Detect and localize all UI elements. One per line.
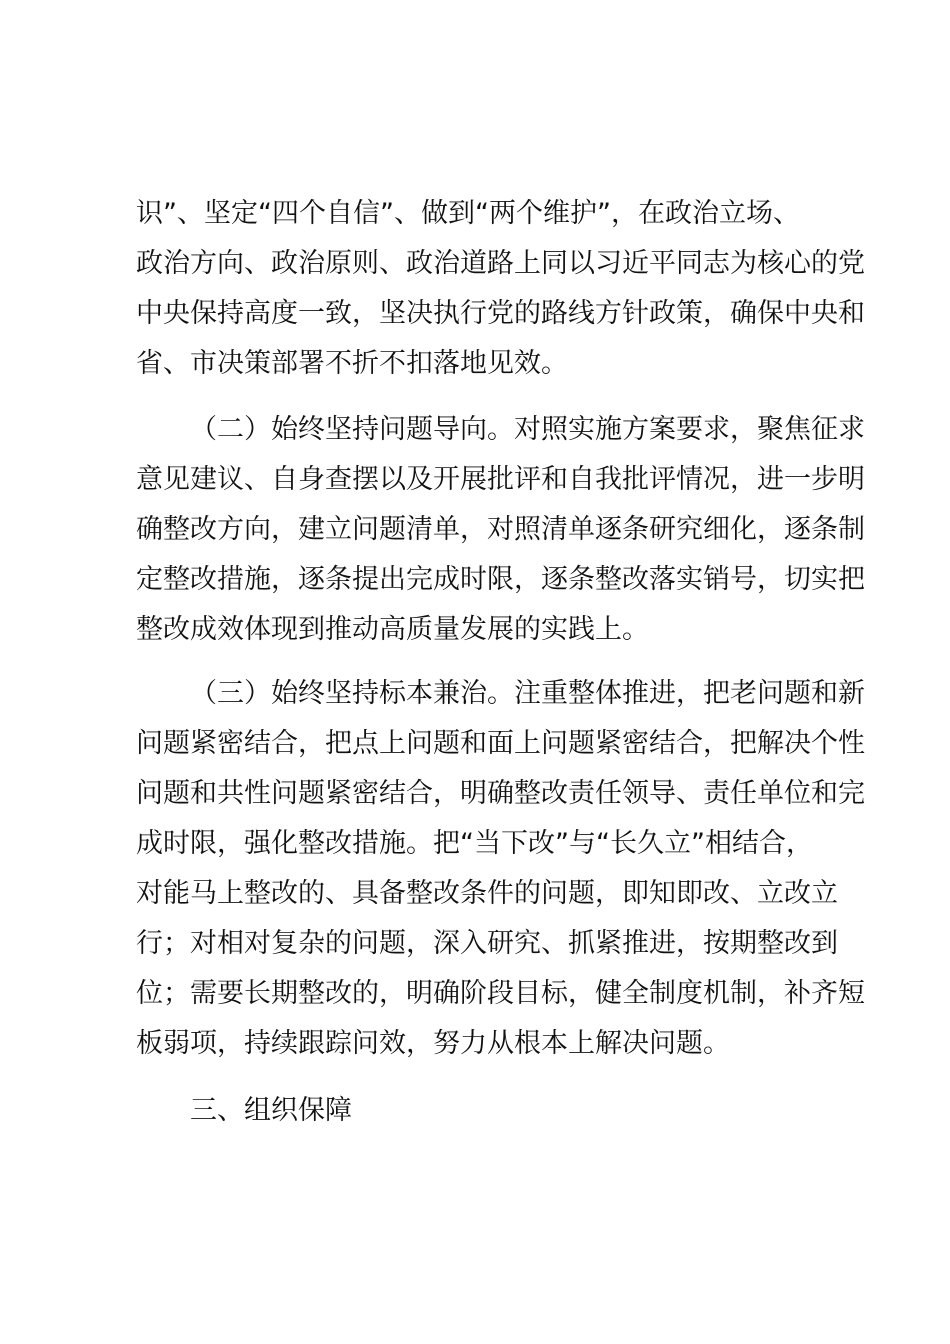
text-line: （二）始终坚持问题导向。对照实施方案要求，聚焦征求 [190, 414, 865, 445]
text-line: 对能马上整改的、具备整改条件的问题，即知即改、立改立 [136, 878, 838, 909]
text-line: 意见建议、自身查摆以及开展批评和自我批评情况，进一步明 [136, 464, 865, 495]
text-line: 省、市决策部署不折不扣落地见效。 [136, 348, 568, 379]
text-line: 问题紧密结合，把点上问题和面上问题紧密结合，把解决个性 [136, 728, 865, 759]
text-line: 中央保持高度一致，坚决执行党的路线方针政策，确保中央和 [136, 298, 865, 329]
text-line: 政治方向、政治原则、政治道路上同以习近平同志为核心的党 [136, 248, 865, 279]
section-heading: 三、组织保障 [190, 1095, 352, 1126]
text-line: 识”、坚定“四个自信”、做到“两个维护”，在政治立场、 [136, 198, 800, 229]
text-line: （三）始终坚持标本兼治。注重整体推进，把老问题和新 [190, 678, 865, 709]
text-line: 定整改措施，逐条提出完成时限，逐条整改落实销号，切实把 [136, 564, 865, 595]
text-line: 位；需要长期整改的，明确阶段目标，健全制度机制，补齐短 [136, 978, 865, 1009]
text-line: 整改成效体现到推动高质量发展的实践上。 [136, 614, 649, 645]
text-line: 板弱项，持续跟踪问效，努力从根本上解决问题。 [136, 1028, 730, 1059]
text-line: 成时限，强化整改措施。把“当下改”与“长久立”相结合， [136, 828, 813, 859]
text-line: 问题和共性问题紧密结合，明确整改责任领导、责任单位和完 [136, 778, 865, 809]
text-line: 确整改方向，建立问题清单，对照清单逐条研究细化，逐条制 [136, 514, 865, 545]
text-line: 行；对相对复杂的问题，深入研究、抓紧推进，按期整改到 [136, 928, 838, 959]
